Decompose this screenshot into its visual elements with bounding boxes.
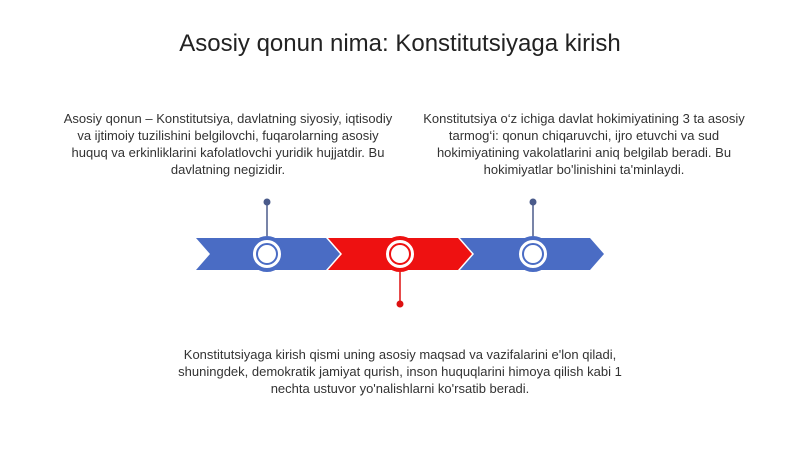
connector-dot-2 — [397, 301, 404, 308]
connector-dot-1 — [264, 199, 271, 206]
slide-title: Asosiy qonun nima: Konstitutsiyaga kirish — [179, 30, 621, 57]
connector-dot-3 — [530, 199, 537, 206]
text-block-top-left: Asosiy qonun – Konstitutsiya, davlatning siyosiy, iqtisodiy va ijtimoiy tuzilishini belgilovchi, fuqarolarning asosiy huquq va erkinliklarini kafolatlovchi yuridik hujjatdir. Bu davlatning negizidir. — [63, 111, 393, 177]
text-block-bottom: Konstitutsiyaga kirish qismi uning asosiy maqsad va vazifalarini e'lon qiladi, shuningdek, demokratik jamiyat qurish, inson huquqlarini himoya qilish kabi 1 nechta ustuvor yo'nalishlarni ko'rsatib beradi. — [178, 347, 622, 396]
text-block-top-right: Konstitutsiya o‘z ichiga davlat hokimiyatining 3 ta asosiy tarmog‘i: qonun chiqaruvchi, ijro etuvchi va sud hokimiyatining vakolatlarini aniq belgilab beradi. Bu hokimiyatlar bo'linishini ta'minlaydi. — [423, 111, 745, 177]
